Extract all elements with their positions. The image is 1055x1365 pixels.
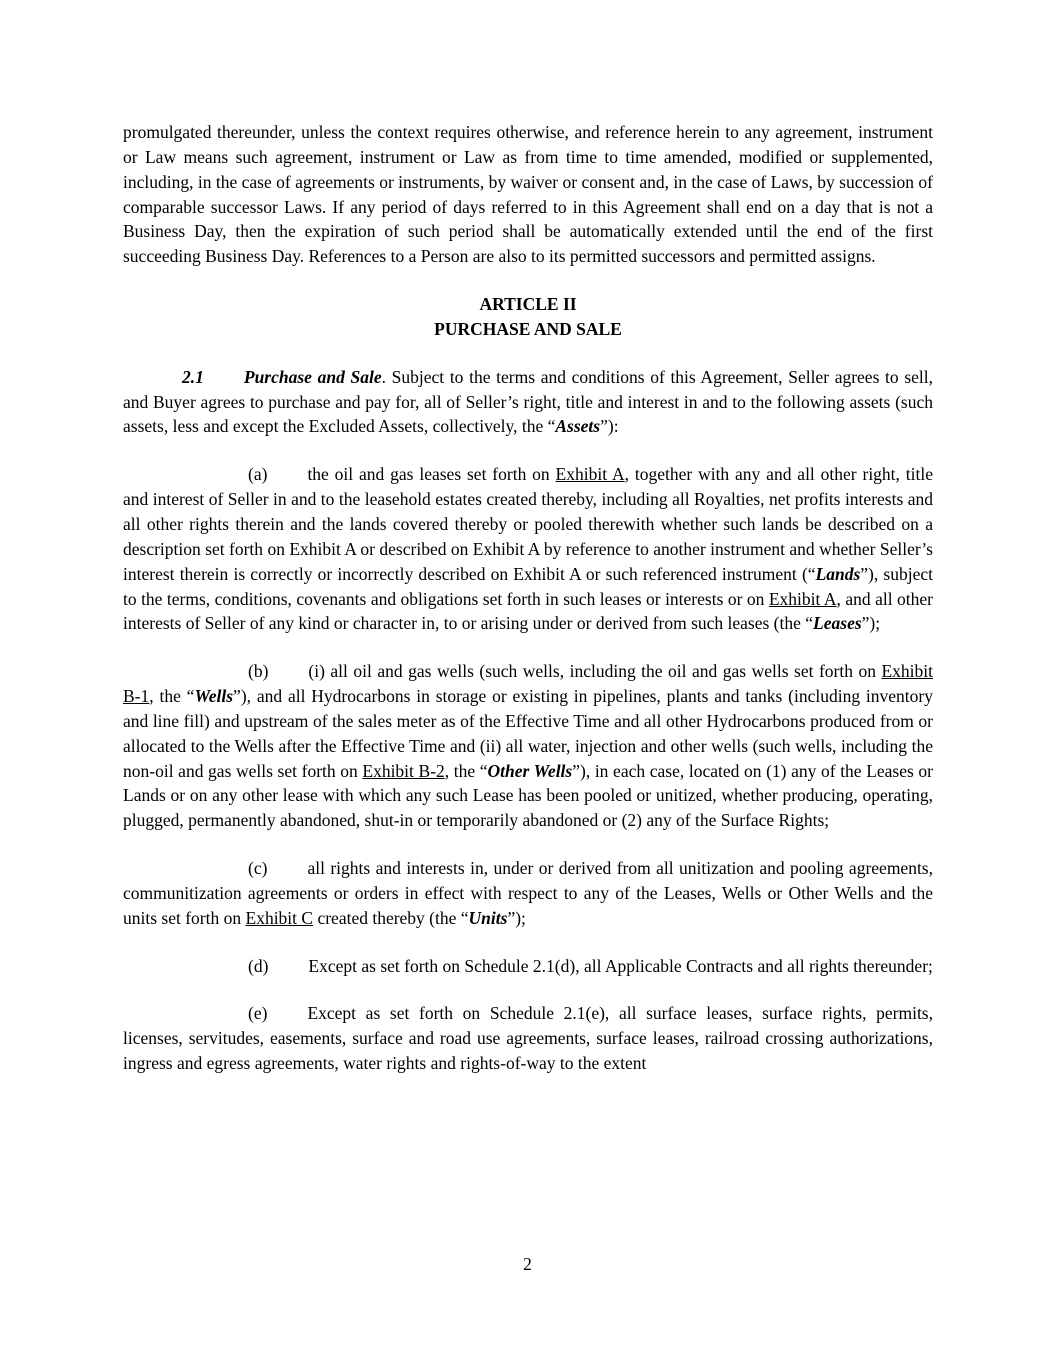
text-run: ”); xyxy=(861,613,881,634)
text-run: Wells xyxy=(194,686,234,707)
text-run: the oil and gas leases set forth on xyxy=(307,464,556,485)
text-run: ARTICLE II xyxy=(479,294,577,315)
article-heading xyxy=(123,292,933,317)
text-run: Exhibit A xyxy=(555,464,625,485)
text-run: Exhibit B-2 xyxy=(362,760,445,781)
clause-a xyxy=(123,462,933,636)
text-run: (e) xyxy=(248,1003,268,1024)
clause-d xyxy=(123,954,933,979)
text-run: ”), and all Hydrocarbons in storage or existing in pipelines, plants and tanks (including inventory and line fill) and upstream of the sales meter as of the Effective Time and all other Hydrocarbons produced from or allocated to the Wells after the Effective Time and (ii) all water, injection and other wells (such wells, including the non-oil and gas wells set forth on xyxy=(123,686,934,781)
text-run: promulgated thereunder, unless the context requires otherwise, and reference herein to any agreement, instrument or Law means such agreement, instrument or Law as from time to time amended, modified or supplemented, including, in the case of agreements or instruments, by waiver or consent and, in the case of Laws, by succession of comparable successor Laws. If any period of days referred to in this Agreement shall end on a day that is not a Business Day, then the expiration of such period shall be automatically extended until the end of the first succeeding Business Day. References to a Person are also to its permitted successors and permitted assigns. xyxy=(123,122,933,267)
article-title xyxy=(123,317,933,342)
text-run: PURCHASE AND SALE xyxy=(434,318,622,339)
text-run: , the “ xyxy=(444,760,488,781)
text-run: Units xyxy=(468,907,508,928)
text-run: 2.1 xyxy=(182,366,204,387)
text-run: (b) xyxy=(248,661,269,682)
text-run: (c) xyxy=(248,858,268,879)
text-run: (i) all oil and gas wells (such wells, including the oil and gas wells set forth on xyxy=(308,661,882,682)
text-run: Exhibit C xyxy=(245,907,314,928)
text-run: ”), subject to the terms, conditions, covenants and obligations set forth in such leases or interests or on xyxy=(123,563,933,609)
text-run: ”), in each case, located on (1) any of the Leases or Lands or on any other lease with which any such Lease has been pooled or unitized, whether producing, operating, plugged, permanently abandoned, shut-in or temporarily abandoned or (2) any of the Surface Rights; xyxy=(123,760,934,831)
text-run: Assets xyxy=(555,416,601,437)
text-run: . Subject to the terms and conditions of this Agreement, Seller agrees to sell, and Buyer agrees to purchase and pay for, all of Seller’s right, title and interest in and to the following assets (such assets, less and except the Excluded Assets, collectively, the “ xyxy=(123,366,934,437)
text-run: Purchase and Sale xyxy=(243,366,382,387)
text-run: , and all other interests of Seller of any kind or character in, to or arising under or derived from such leases (the “ xyxy=(123,588,934,634)
text-run: Exhibit B-1 xyxy=(123,661,933,707)
clause-c xyxy=(123,856,933,931)
text-run: Except as set forth on Schedule 2.1(d), all Applicable Contracts and all rights thereunder; xyxy=(308,955,933,976)
document-body xyxy=(123,120,933,1076)
text-run: , together with any and all other right, title and interest of Seller in and to the leasehold estates created thereby, including all Royalties, net profits interests and all other rights therein and the lands covered thereby or pooled therewith whether such lands be described on a description set forth on Exhibit A or described on Exhibit A by reference to another instrument and whether Seller’s interest therein is correctly or incorrectly described on Exhibit A or such referenced instrument (“ xyxy=(123,464,933,584)
continuation-paragraph xyxy=(123,120,933,269)
text-run: ”): xyxy=(600,416,619,437)
text-run: Leases xyxy=(813,613,862,634)
text-run: Lands xyxy=(815,563,861,584)
text-run: Other Wells xyxy=(487,760,573,781)
text-run: Except as set forth on Schedule 2.1(e), all surface leases, surface rights, permits, licenses, servitudes, easements, surface and road use agreements, surface leases, railroad crossing authorizations, ingress and egress agreements, water rights and rights-of-way to the extent xyxy=(123,1003,933,1074)
text-run: created thereby (the “ xyxy=(313,907,469,928)
page-number: 2 xyxy=(523,1254,532,1275)
text-run: Exhibit A xyxy=(768,588,837,609)
text-run: , the “ xyxy=(149,686,195,707)
text-run: (a) xyxy=(248,464,268,485)
section-2-1 xyxy=(123,365,933,440)
text-run: all rights and interests in, under or derived from all unitization and pooling agreements, communitization agreements or orders in effect with respect to any of the Leases, Wells or Other Wells and the units set forth on xyxy=(123,858,933,928)
text-run: ”); xyxy=(507,907,526,928)
text-run: (d) xyxy=(248,955,269,976)
clause-e xyxy=(123,1001,933,1076)
clause-b xyxy=(123,659,933,833)
